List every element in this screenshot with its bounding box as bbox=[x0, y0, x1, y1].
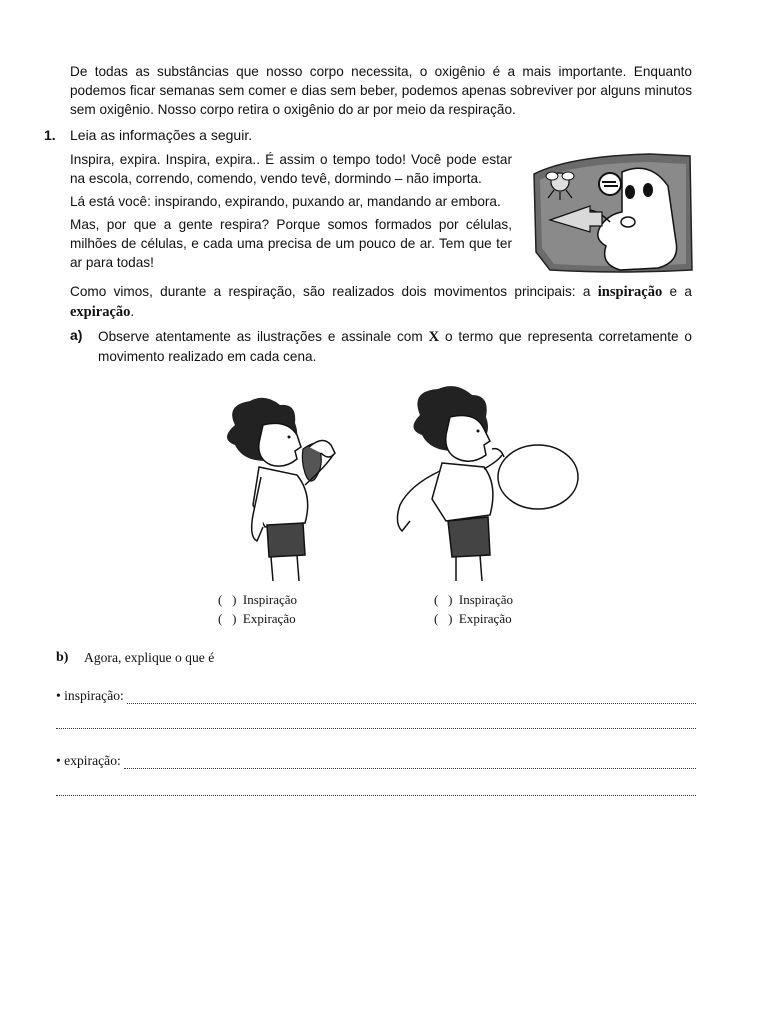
reading-paragraph-1: Inspira, expira. Inspira, expira.. É assim o tempo todo! Você pode estar na escola, correndo, comendo, vendo tevê, dormindo – não importa. bbox=[70, 152, 512, 186]
reading-paragraph-2: Lá está você: inspirando, expirando, puxando ar, mandando ar embora. bbox=[70, 194, 501, 209]
question-heading: Leia as informações a seguir. bbox=[70, 127, 253, 143]
item-a-x-mark: X bbox=[428, 329, 440, 345]
breathing-movements-paragraph bbox=[70, 282, 692, 322]
reading-paragraph-3: Mas, por que a gente respira? Porque somos formados por células, milhões de células, e cada uma precisa de um pouco de ar. Tem que ter ar para todas! bbox=[70, 217, 512, 270]
item-a-letter: a) bbox=[70, 327, 83, 343]
p4-text-start: Como vimos, durante a respiração, são realizados dois movimentos principais: a bbox=[70, 284, 598, 299]
term-inspiracao: inspiração bbox=[597, 284, 663, 300]
scene1-option-expiracao[interactable]: ( ) Expiração bbox=[218, 611, 296, 626]
answer-dots bbox=[56, 784, 696, 796]
p4-text-mid: e a bbox=[662, 284, 692, 299]
answer-dots bbox=[127, 692, 696, 704]
answer-dots bbox=[56, 717, 696, 729]
scene2-options bbox=[434, 590, 513, 628]
scene2-option-inspiracao[interactable]: ( ) Inspiração bbox=[434, 592, 514, 607]
boy-deflated-balloon-illustration bbox=[205, 395, 355, 585]
answer-dots bbox=[124, 757, 696, 769]
item-a-text-end: o termo que representa corretamente o movimento realizado em cada cena. bbox=[98, 329, 692, 364]
expiracao-answer-line[interactable] bbox=[56, 753, 696, 769]
expiracao-label: • expiração: bbox=[56, 753, 121, 768]
scene1-option-inspiracao[interactable]: ( ) Inspiração bbox=[218, 592, 298, 607]
inspiracao-answer-line[interactable] bbox=[56, 688, 696, 704]
item-a-instructions bbox=[98, 327, 692, 366]
item-b-instructions: Agora, explique o que é bbox=[84, 650, 215, 665]
ghost-breathing-illustration bbox=[530, 152, 695, 274]
expiracao-answer-line-2[interactable] bbox=[56, 780, 696, 796]
item-b-letter: b) bbox=[56, 650, 69, 665]
question-number: 1. bbox=[44, 127, 56, 143]
item-a-text-start: Observe atentamente as ilustrações e assinale com bbox=[98, 329, 429, 344]
scene1-options bbox=[218, 590, 297, 628]
inspiracao-answer-line-2[interactable] bbox=[56, 713, 696, 729]
boy-inflated-balloon-illustration bbox=[380, 385, 590, 585]
intro-paragraph: De todas as substâncias que nosso corpo necessita, o oxigênio é a mais importante. Enquanto podemos ficar semanas sem comer e dias sem beber, podemos apenas sobreviver por alguns minutos sem oxigênio. Nosso corpo retira o oxigênio do ar por meio da respiração. bbox=[70, 64, 692, 117]
scene2-option-expiracao[interactable]: ( ) Expiração bbox=[434, 611, 512, 626]
p4-text-end: . bbox=[130, 304, 135, 319]
term-expiracao: expiração bbox=[70, 304, 131, 320]
inspiracao-label: • inspiração: bbox=[56, 688, 124, 703]
